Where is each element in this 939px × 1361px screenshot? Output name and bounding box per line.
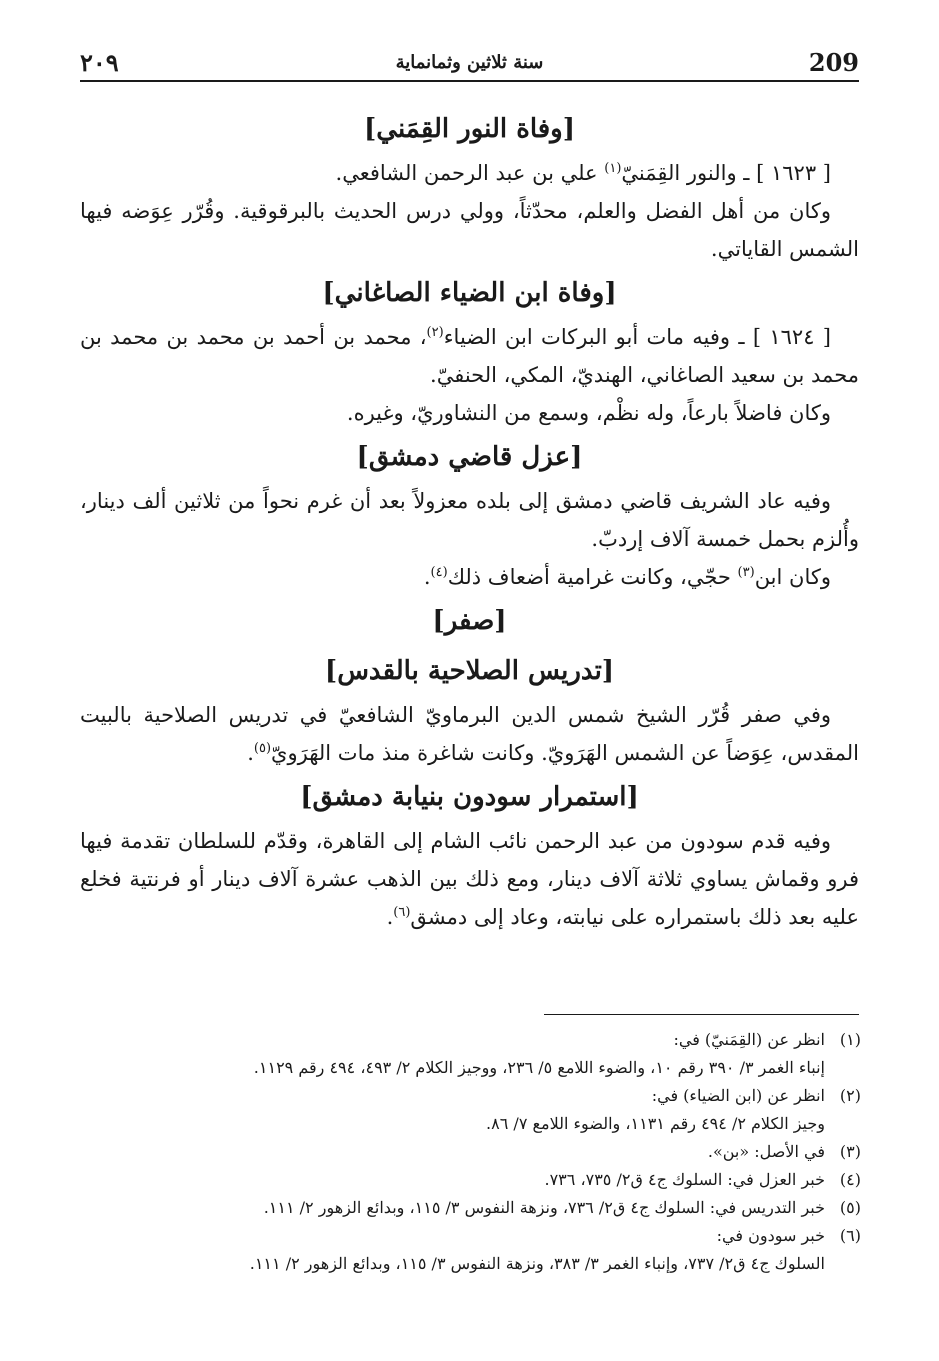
section-heading: [وفاة النور القِمَني] (363, 114, 576, 144)
footnote (80, 1194, 861, 1222)
footnote (80, 1082, 861, 1110)
footnote-continuation: السلوك ج٤ ق٢/ ٧٣٧، وإنباء الغمر ٣/ ٣٨٣، ونزهة النفوس ٣/ ١١٥، وبدائع الزهور ٢/ ١١١. (249, 1254, 825, 1273)
footnote-divider (544, 1014, 859, 1015)
footnote-ref[interactable]: (١) (604, 161, 622, 176)
footnote-number: (٤) (839, 1170, 861, 1189)
footnote-ref[interactable]: (٥) (253, 741, 272, 756)
footnote-ref[interactable]: (٣) (737, 565, 755, 580)
footnote-ref[interactable]: (٦) (393, 905, 411, 920)
footnote-ref[interactable]: (٢) (426, 325, 444, 340)
section-heading: [وفاة ابن الضياء الصاغاني] (322, 278, 617, 308)
footnote-continuation: وجيز الكلام ٢/ ٤٩٤ رقم ١١٣١، والضوء اللامع ٧/ ٨٦. (486, 1114, 825, 1133)
footnote-number: (٥) (839, 1198, 861, 1217)
page-number-latin: 209 (808, 47, 859, 77)
body-paragraph: وكان فاضلاً بارعاً، وله نظْم، وسمع من النشاوريّ، وغيره. (346, 401, 831, 425)
page-header (80, 44, 859, 82)
footnote-continuation: إنباء الغمر ٣/ ٣٩٠ رقم ١٠، والضوء اللامع ٥/ ٢٣٦، ووجيز الكلام ٢/ ٤٩٣، ٤٩٤ رقم ١١٢٩. (253, 1058, 825, 1077)
footnote (80, 1222, 861, 1250)
entry-paragraph: [ ١٦٢٤ ] ـ وفيه مات أبو البركات ابن الضياء$^{(٢)}$، محمد بن أحمد بن محمد بن محمد بن محمد بن سعيد الصاغاني، الهنديّ، المكي، الحنفيّ. (80, 325, 859, 387)
footnote-text: خبر سودون في: (716, 1226, 825, 1245)
body-paragraph: وفيه عاد الشريف قاضي دمشق إلى بلده معزولاً بعد أن غرم نحواً من ثلاثين ألف دينار، وأُلزم بحمل خمسة آلاف إردبّ. (80, 489, 859, 551)
footnote (80, 1166, 861, 1194)
footnote-number: (١) (839, 1030, 861, 1049)
footnotes (80, 1026, 861, 1278)
running-title: سنة ثلاثين وثمانماية (395, 51, 544, 73)
footnote-text: خبر التدريس في: السلوك ج٤ ق٢/ ٧٣٦، ونزهة النفوس ٣/ ١١٥، وبدائع الزهور ٢/ ١١١. (263, 1198, 825, 1217)
page-number-arabic: ٢٠٩ (80, 47, 119, 77)
entry-paragraph: [ ١٦٢٣ ] ـ والنور القِمَنيّ$^{(١)}$ علي بن عبد الرحمن الشافعي. (335, 161, 831, 185)
footnote (80, 1026, 861, 1054)
main-text (80, 104, 859, 936)
body-paragraph: وكان من أهل الفضل والعلم، محدّثاً، وولي درس الحديث بالبرقوقية. وقُرّر عِوَضه فيها الشمس القاياتي. (80, 199, 859, 261)
body-paragraph: وفيه قدم سودون من عبد الرحمن نائب الشام إلى القاهرة، وقدّم للسلطان تقدمة فيها فرو وقماش يساوي ثلاثة آلاف دينار، ومع ذلك بين الذهب عشرة آلاف دينار أو فرنتية فخلع عليه بعد ذلك باستمراره على نيابته، وعاد إلى دمشق$^{(٦)}$. (80, 829, 859, 929)
footnote-number: (٣) (839, 1142, 861, 1161)
footnote-text: انظر عن (ابن الضياء) في: (651, 1086, 825, 1105)
body-paragraph: وفي صفر قُرّر الشيخ شمس الدين البرماويّ الشافعيّ في تدريس الصلاحية بالبيت المقدس، عِوَضاً عن الشمس الهَرَويّ. وكانت شاغرة منذ مات الهَرَويّ$^{(٥)}$. (80, 703, 859, 765)
month-heading: [صفر] (432, 606, 507, 636)
footnote-text: خبر العزل في: السلوك ج٤ ق٢/ ٧٣٥، ٧٣٦. (544, 1170, 825, 1189)
footnote-ref[interactable]: (٤) (430, 565, 448, 580)
footnote (80, 1138, 861, 1166)
footnote-text: انظر عن (القِمَنيّ) في: (673, 1030, 825, 1049)
section-heading: [عزل قاضي دمشق] (356, 442, 583, 472)
footnote-number: (٢) (839, 1086, 861, 1105)
section-heading: [تدريس الصلاحية بالقدس] (324, 656, 615, 686)
footnote-text: في الأصل: «بن». (707, 1142, 825, 1161)
body-paragraph: وكان ابن$^{(٣)}$ حجّي، وكانت غرامية أضعاف ذلك$^{(٤)}$. (423, 565, 831, 589)
section-heading: [استمرار سودون بنيابة دمشق] (300, 782, 639, 812)
footnote-number: (٦) (839, 1226, 861, 1245)
